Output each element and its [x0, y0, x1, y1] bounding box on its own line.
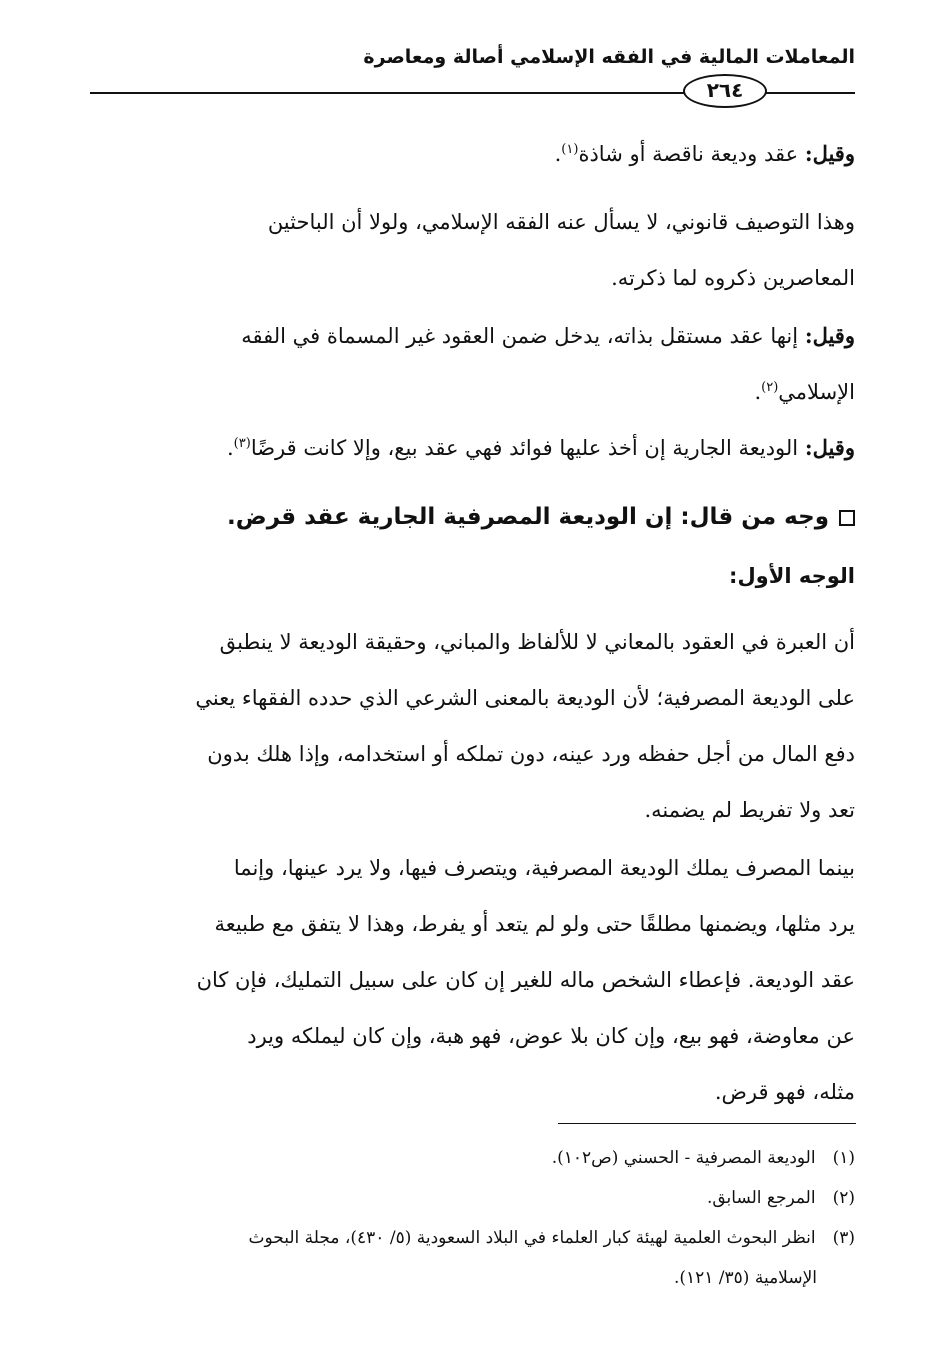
footnote-number: (٣): [832, 1228, 855, 1248]
footnote-ref-3[interactable]: (٣): [233, 436, 251, 451]
page-number: ٢٦٤: [706, 78, 744, 102]
paragraph-lead: وقيل:: [804, 323, 855, 348]
footnote-text: انظر البحوث العلمية لهيئة كبار العلماء في البلاد السعودية (٥/ ٤٣٠)، مجلة البحوث: [248, 1228, 816, 1248]
text-line: يرد مثلها، ويضمنها مطلقًا حتى ولو لم يتعد أو يفرط، وهذا لا يتفق مع طبيعة: [214, 912, 855, 936]
paragraph-2: [89, 194, 855, 306]
paragraph-text: إنها عقد مستقل بذاته، يدخل ضمن العقود غير المسماة في الفقه: [241, 324, 799, 348]
text-line: عقد الوديعة. فإعطاء الشخص ماله للغير إن كان على سبيل التمليك، فإن كان: [196, 968, 855, 992]
text-line: وقيل: الوديعة الجارية إن أخذ عليها فوائد فهي عقد بيع، وإلا كانت قرضًا$^{(٣)}$.: [226, 435, 855, 460]
paragraph-lead: وقيل:: [804, 435, 855, 460]
footnote-3-continuation: [89, 1258, 855, 1298]
text-line: الإسلامي$^{(٢)}$.: [754, 380, 855, 404]
text-line: وقيل: عقد وديعة ناقصة أو شاذة$^{(١)}$.: [554, 141, 855, 166]
text-line: على الوديعة المصرفية؛ لأن الوديعة بالمعنى الشرعي الذي حدده الفقهاء يعني: [195, 686, 855, 710]
subheading: الوجه الأول:: [729, 564, 855, 588]
footnote-text: المرجع السابق.: [706, 1188, 816, 1208]
square-bullet-icon: [839, 510, 855, 526]
text-line: وهذا التوصيف قانوني، لا يسأل عنه الفقه الإسلامي، ولولا أن الباحثين: [267, 210, 855, 234]
text-line: عن معاوضة، فهو بيع، وإن كان بلا عوض، فهو هبة، وإن كان ليملكه ويرد: [247, 1024, 855, 1048]
section-heading: [89, 504, 855, 530]
footnote-ref-1[interactable]: (١): [561, 142, 579, 157]
paragraph-3: [89, 308, 855, 420]
paragraph-lead: وقيل:: [804, 141, 855, 166]
footnote-number: (٢): [832, 1188, 855, 1208]
running-header-title: المعاملات المالية في الفقه الإسلامي أصالة ومعاصرة: [363, 46, 855, 68]
text-line: أن العبرة في العقود بالمعاني لا للألفاظ والمباني، وحقيقة الوديعة لا ينطبق: [219, 630, 855, 654]
paragraph-1: [89, 126, 855, 182]
footnote-ref-2[interactable]: (٢): [761, 380, 779, 395]
footnote-3: [89, 1218, 855, 1258]
footnote-number: (١): [832, 1148, 855, 1168]
footnote-text: الإسلامية (٣٥/ ١٢١).: [673, 1268, 817, 1288]
text-line: المعاصرين ذكروه لما ذكرته.: [611, 266, 855, 290]
text-line: دفع المال من أجل حفظه ورد عينه، دون تملكه أو استخدامه، وإذا هلك بدون: [207, 742, 855, 766]
footnotes: [89, 1138, 855, 1298]
section-heading-text: وجه من قال: إن الوديعة المصرفية الجارية عقد قرض.: [227, 504, 829, 530]
paragraph-text: عقد وديعة ناقصة أو شاذة: [578, 142, 799, 166]
page-number-badge: [683, 74, 767, 108]
footnote-1: [89, 1138, 855, 1178]
footnote-separator: [558, 1123, 856, 1124]
text-line: تعد ولا تفريط لم يضمنه.: [644, 798, 855, 822]
body-paragraph-2: [89, 840, 855, 1120]
paragraph-text: الوديعة الجارية إن أخذ عليها فوائد فهي عقد بيع، وإلا كانت قرضًا: [250, 436, 799, 460]
text-line: بينما المصرف يملك الوديعة المصرفية، ويتصرف فيها، ولا يرد عينها، وإنما: [233, 856, 855, 880]
footnote-text: الوديعة المصرفية - الحسني (ص١٠٢).: [551, 1148, 816, 1168]
text-line: [89, 308, 855, 364]
paragraph-4: [89, 420, 855, 476]
body-paragraph-1: [89, 614, 855, 838]
text-line: مثله، فهو قرض.: [714, 1080, 855, 1104]
footnote-2: [89, 1178, 855, 1218]
